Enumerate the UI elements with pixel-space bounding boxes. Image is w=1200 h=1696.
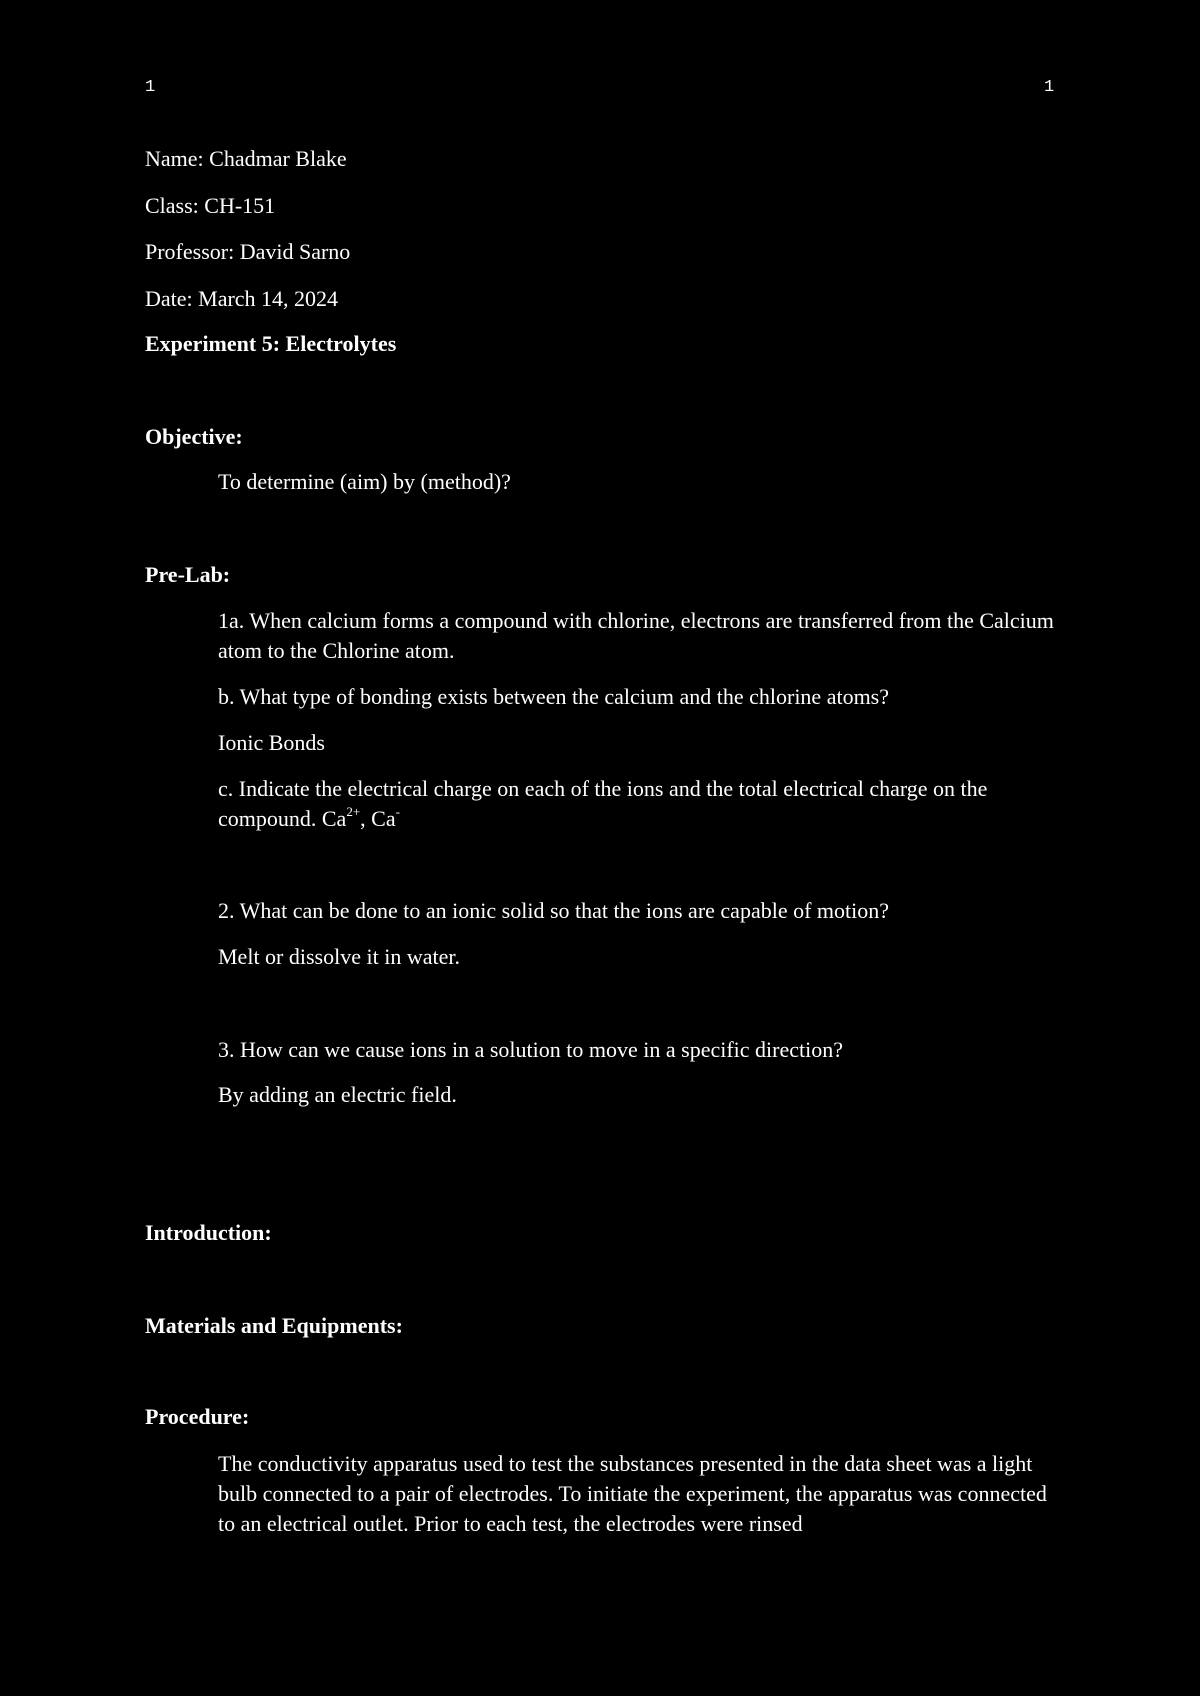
materials-heading: Materials and Equipments: xyxy=(145,1313,403,1338)
professor-label: Professor: David Sarno xyxy=(145,239,351,264)
prelab-question-1c xyxy=(218,774,1058,834)
student-name: Name: Chadmar Blake xyxy=(145,146,347,171)
prelab-question-1a: 1a. When calcium forms a compound with chlorine, electrons are transferred from the Calcium atom to the Chlorine atom. xyxy=(218,608,1054,663)
prelab-answer-3: By adding an electric field. xyxy=(218,1082,457,1107)
prelab-answer-1b: Ionic Bonds xyxy=(218,730,325,755)
prelab-question-1c-mid: , Ca xyxy=(360,806,396,831)
prelab-question-3: 3. How can we cause ions in a solution to move in a specific direction? xyxy=(218,1037,843,1062)
introduction-heading: Introduction: xyxy=(145,1220,272,1245)
procedure-text: The conductivity apparatus used to test the substances presented in the data sheet was a light bulb connected to a pair of electrodes. To initiate the experiment, the apparatus was connected to an electrical outlet. Prior to each test, the electrodes were rinsed xyxy=(218,1451,1047,1536)
prelab-question-1c-text: c. Indicate the electrical charge on each of the ions and the total electrical charge on the compound. Ca xyxy=(218,776,988,831)
document-title: Experiment 5: Electrolytes xyxy=(145,331,397,356)
date-label: Date: March 14, 2024 xyxy=(145,286,339,311)
chloride-charge-superscript: - xyxy=(395,804,400,819)
prelab-question-2: 2. What can be done to an ionic solid so that the ions are capable of motion? xyxy=(218,898,890,923)
procedure-heading: Procedure: xyxy=(145,1404,250,1429)
prelab-answer-2: Melt or dissolve it in water. xyxy=(218,944,460,969)
class-label: Class: CH-151 xyxy=(145,193,276,218)
objective-text: To determine (aim) by (method)? xyxy=(218,469,511,494)
objective-heading: Objective: xyxy=(145,424,243,449)
page-number-left: 1 xyxy=(145,78,156,97)
prelab-heading: Pre-Lab: xyxy=(145,562,231,587)
calcium-charge-superscript: 2+ xyxy=(346,804,361,819)
page-number-right: 1 xyxy=(1044,78,1055,97)
prelab-question-1b: b. What type of bonding exists between the calcium and the chlorine atoms? xyxy=(218,684,890,709)
